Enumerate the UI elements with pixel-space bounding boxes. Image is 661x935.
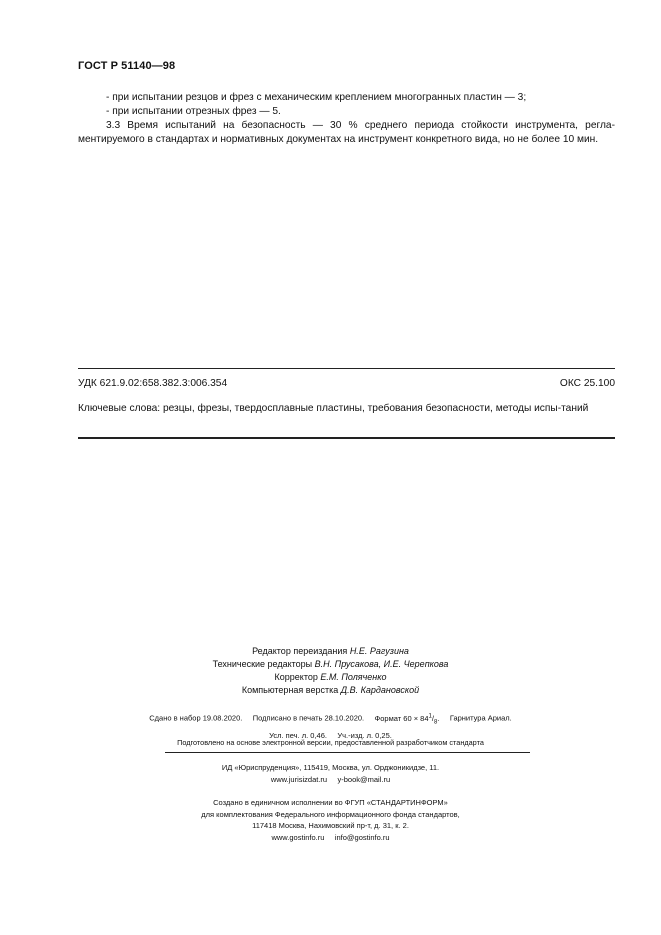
keywords: Ключевые слова: резцы, фрезы, твердосплавные пластины, требования безопасности, методы испы-таний [78, 403, 589, 414]
oks-code: ОКС 25.100 [559, 378, 615, 389]
document-code: ГОСТ Р 51140—98 [78, 60, 176, 72]
credit-editor-name: Н.Е. Рагузина [349, 646, 409, 656]
clause-3-3: 3.3 Время испытаний на безопасность — 30 % среднего периода стойкости инструмента, регла-ментируемого в стандартах и нормативных документах на инструмент конкретного вида, но не более 10 мин. [78, 120, 615, 145]
classification-bottom-rule [78, 437, 615, 439]
created-contacts [0, 832, 661, 844]
publisher-rule [165, 752, 530, 753]
created-block [0, 797, 661, 843]
format-label: Формат 60 × 84 [374, 713, 429, 723]
publisher-email: y-book@mail.ru [337, 774, 391, 784]
credit-tech-label: Технические редакторы [212, 659, 313, 669]
prepared-note: Подготовлено на основе электронной версии, предоставленной разработчиком стандарта [177, 738, 484, 747]
publisher-block [0, 762, 661, 785]
credits-block [0, 645, 661, 697]
created-line-3: 117418 Москва, Нахимовский пр-т, д. 31, к. 2. [252, 821, 409, 830]
credit-layout-name: Д.В. Кардановской [340, 685, 420, 695]
created-line-1: Создано в единичном исполнении во ФГУП «СТАНДАРТИНФОРМ» [213, 798, 448, 807]
created-line-2: для комплектования Федерального информационного фонда стандартов, [201, 809, 460, 819]
credit-editor-label: Редактор переиздания [252, 646, 348, 656]
classification-top-rule [78, 368, 615, 369]
typeset-date: Сдано в набор 19.08.2020. [149, 713, 243, 723]
typeface: Гарнитура Ариал. [449, 713, 512, 723]
created-email: info@gostinfo.ru [334, 832, 390, 842]
format-numerator: 1 [428, 713, 432, 719]
publisher-site: www.jurisizdat.ru [270, 774, 328, 784]
format-denominator: 8 [433, 719, 438, 725]
format: Формат $60 \times 84^1/_8$. [374, 713, 440, 725]
credit-editor [0, 645, 661, 658]
created-site: www.gostinfo.ru [271, 832, 325, 842]
credit-layout [0, 684, 661, 697]
signed-date: Подписано в печать 28.10.2020. [252, 713, 365, 723]
credit-tech-names: В.Н. Прусакова, И.Е. Черепкова [314, 659, 449, 669]
credit-proof-name: Е.М. Поляченко [320, 672, 387, 682]
credit-layout-label: Компьютерная верстка [241, 685, 339, 695]
credit-tech-editors [0, 658, 661, 671]
udk-code: УДК 621.9.02:658.382.3:006.354 [78, 378, 228, 389]
list-item-cutters: - при испытании резцов и фрез с механическим креплением многогранных пластин — 3; [106, 92, 527, 103]
publisher-contacts [0, 774, 661, 786]
publisher-sheets: Уч.-изд. л. 0,25. [337, 731, 392, 740]
print-sheets: Усл. печ. л. 0,46. [269, 731, 327, 740]
credit-proof-label: Корректор [274, 672, 318, 682]
credit-proofreader [0, 671, 661, 684]
list-item-slitting-cutters: - при испытании отрезных фрез — 5. [106, 106, 281, 117]
publication-line-1 [0, 709, 661, 729]
publisher-address: ИД «Юриспруденция», 115419, Москва, ул. Орджоникидзе, 11. [221, 763, 440, 772]
